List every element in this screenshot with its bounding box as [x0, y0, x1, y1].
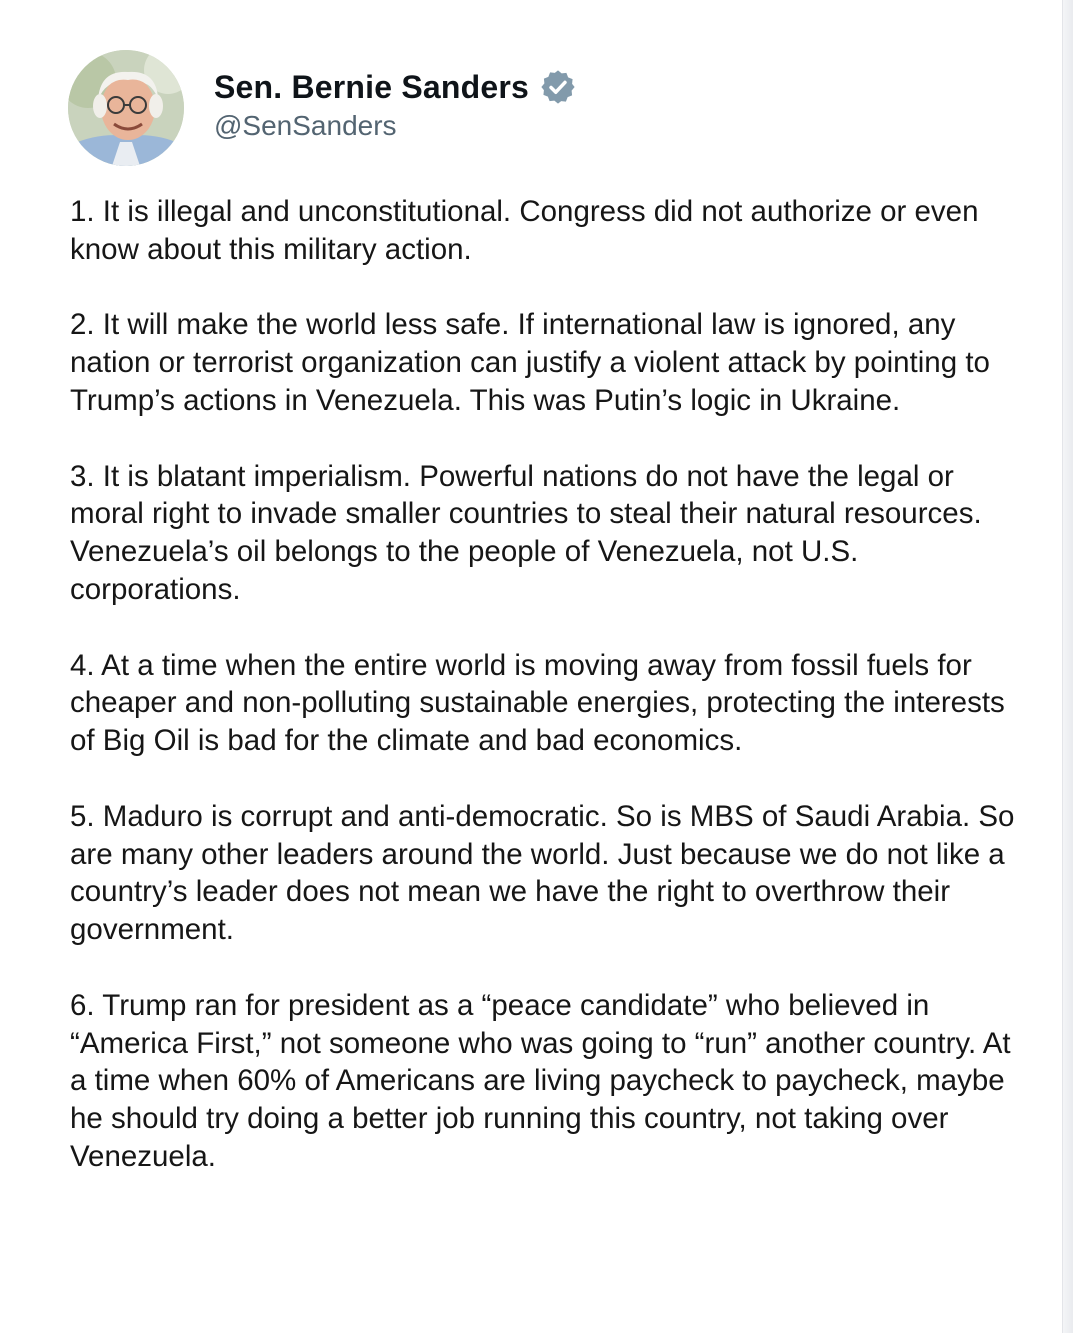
author-display-name[interactable]: Sen. Bernie Sanders — [214, 68, 530, 105]
post-header — [68, 49, 577, 167]
post-paragraph: 1. It is illegal and unconstitutional. Congress did not authorize or even know about this military action. — [70, 195, 979, 266]
verified-badge-icon — [539, 68, 577, 106]
author-handle[interactable]: @SenSanders — [214, 110, 397, 141]
scrollbar-track[interactable] — [1062, 0, 1073, 1333]
post-body — [70, 193, 1030, 1214]
author-identity — [214, 68, 577, 142]
post-paragraph: 5. Maduro is corrupt and anti-democratic. So is MBS of Saudi Arabia. So are many other leaders around the world. Just because we do not like a country’s leader does not mean we have the right to overthrow their government. — [70, 799, 1015, 947]
post-paragraph: 2. It will make the world less safe. If international law is ignored, any nation or terrorist organization can justify a violent attack by pointing to Trump’s actions in Venezuela. This was Putin’s logic in Ukraine. — [70, 308, 990, 417]
post-paragraph: 3. It is blatant imperialism. Powerful nations do not have the legal or moral right to invade smaller countries to steal their natural resources. Venezuela’s oil belongs to the people of Venezuela, not U.S. corporations. — [70, 459, 982, 606]
post-paragraph: 4. At a time when the entire world is moving away from fossil fuels for cheaper and non-polluting sustainable energies, protecting the interests of Big Oil is bad for the climate and bad economics. — [70, 648, 1005, 758]
avatar[interactable] — [68, 50, 184, 166]
name-row — [214, 68, 577, 106]
post-paragraph: 6. Trump ran for president as a “peace candidate” who believed in “America First,” not someone who was going to “run” another country. At a time when 60% of Americans are living paycheck to paycheck, maybe he should try doing a better job running this country, not taking over Venezuela. — [70, 988, 1011, 1173]
avatar-photo — [68, 50, 184, 166]
